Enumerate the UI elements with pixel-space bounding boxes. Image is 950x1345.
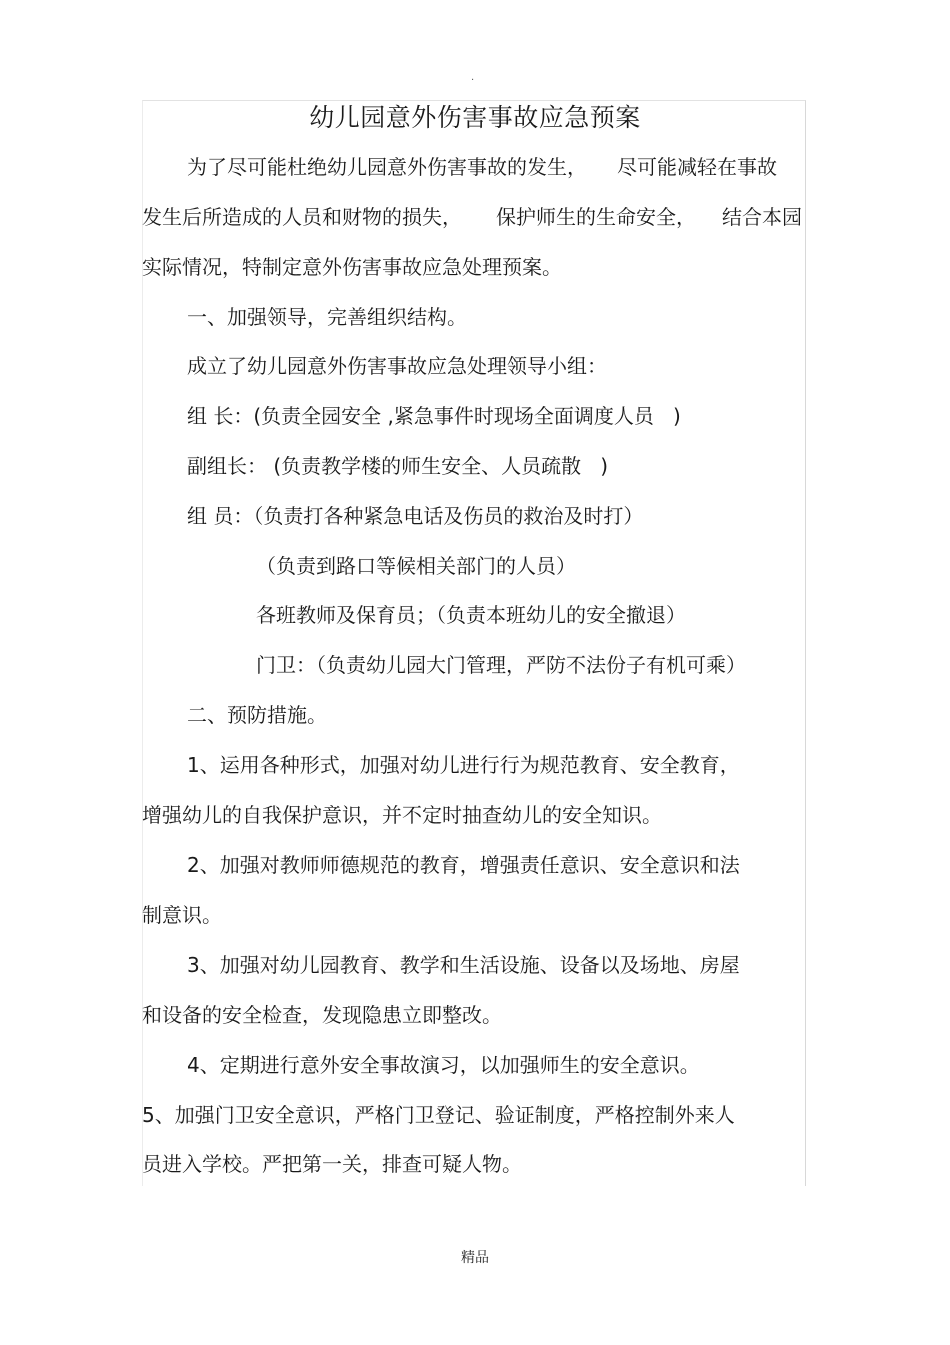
header-dot: · xyxy=(471,75,475,86)
member-line-2: （负责到路口等候相关部门的人员） xyxy=(256,554,576,578)
intro-line-2 xyxy=(142,202,802,232)
item5-line-2: 员进入学校。严把第一关，排查可疑人物。 xyxy=(142,1152,522,1176)
intro-line-2-part-a: 发生后所造成的人员和财物的损失， xyxy=(142,205,462,229)
item3-line-2: 和设备的安全检查，发现隐患立即整改。 xyxy=(142,1003,502,1027)
page-footer: 精品 xyxy=(461,1250,489,1266)
intro-line-1-part-b: 尽可能减轻在事故 xyxy=(617,155,777,179)
section1-lead: 成立了幼儿园意外伤害事故应急处理领导小组： xyxy=(187,354,607,378)
item3-line-1: 3、加强对幼儿园教育、教学和生活设施、设备以及场地、房屋 xyxy=(187,953,740,977)
item1-line-2: 增强幼儿的自我保护意识，并不定时抽查幼儿的安全知识。 xyxy=(142,803,662,827)
document-title: 幼儿园意外伤害事故应急预案 xyxy=(309,103,641,132)
intro-line-1-part-a: 为了尽可能杜绝幼儿园意外伤害事故的发生， xyxy=(187,155,587,179)
intro-line-1 xyxy=(187,152,777,182)
leader-line: 组 长：(负责全园安全 ,紧急事件时现场全面调度人员 ) xyxy=(187,404,681,428)
intro-line-2-part-b: 保护师生的生命安全， xyxy=(496,205,696,229)
item2-line-2: 制意识。 xyxy=(142,903,222,927)
section1-heading: 一、加强领导，完善组织结构。 xyxy=(187,305,467,329)
member-line: 组 员：（负责打各种紧急电话及伤员的救治及时打） xyxy=(187,504,644,528)
item2-line-1: 2、加强对教师师德规范的教育，增强责任意识、安全意识和法 xyxy=(187,853,740,877)
intro-line-3: 实际情况，特制定意外伤害事故应急处理预案。 xyxy=(142,255,562,279)
item1-line-1: 1、运用各种形式，加强对幼儿进行行为规范教育、安全教育， xyxy=(187,753,740,777)
vice-leader-line: 副组长： (负责教学楼的师生安全、人员疏散 ) xyxy=(187,454,609,478)
guard-line: 门卫：（负责幼儿园大门管理，严防不法份子有机可乘） xyxy=(256,653,746,677)
section2-heading: 二、预防措施。 xyxy=(187,703,327,727)
teachers-line: 各班教师及保育员；（负责本班幼儿的安全撤退） xyxy=(256,603,686,627)
item5-line-1: 5、加强门卫安全意识，严格门卫登记、验证制度，严格控制外来人 xyxy=(142,1103,735,1127)
intro-line-2-part-c: 结合本园 xyxy=(722,205,802,229)
item4-line: 4、定期进行意外安全事故演习，以加强师生的安全意识。 xyxy=(187,1053,700,1077)
